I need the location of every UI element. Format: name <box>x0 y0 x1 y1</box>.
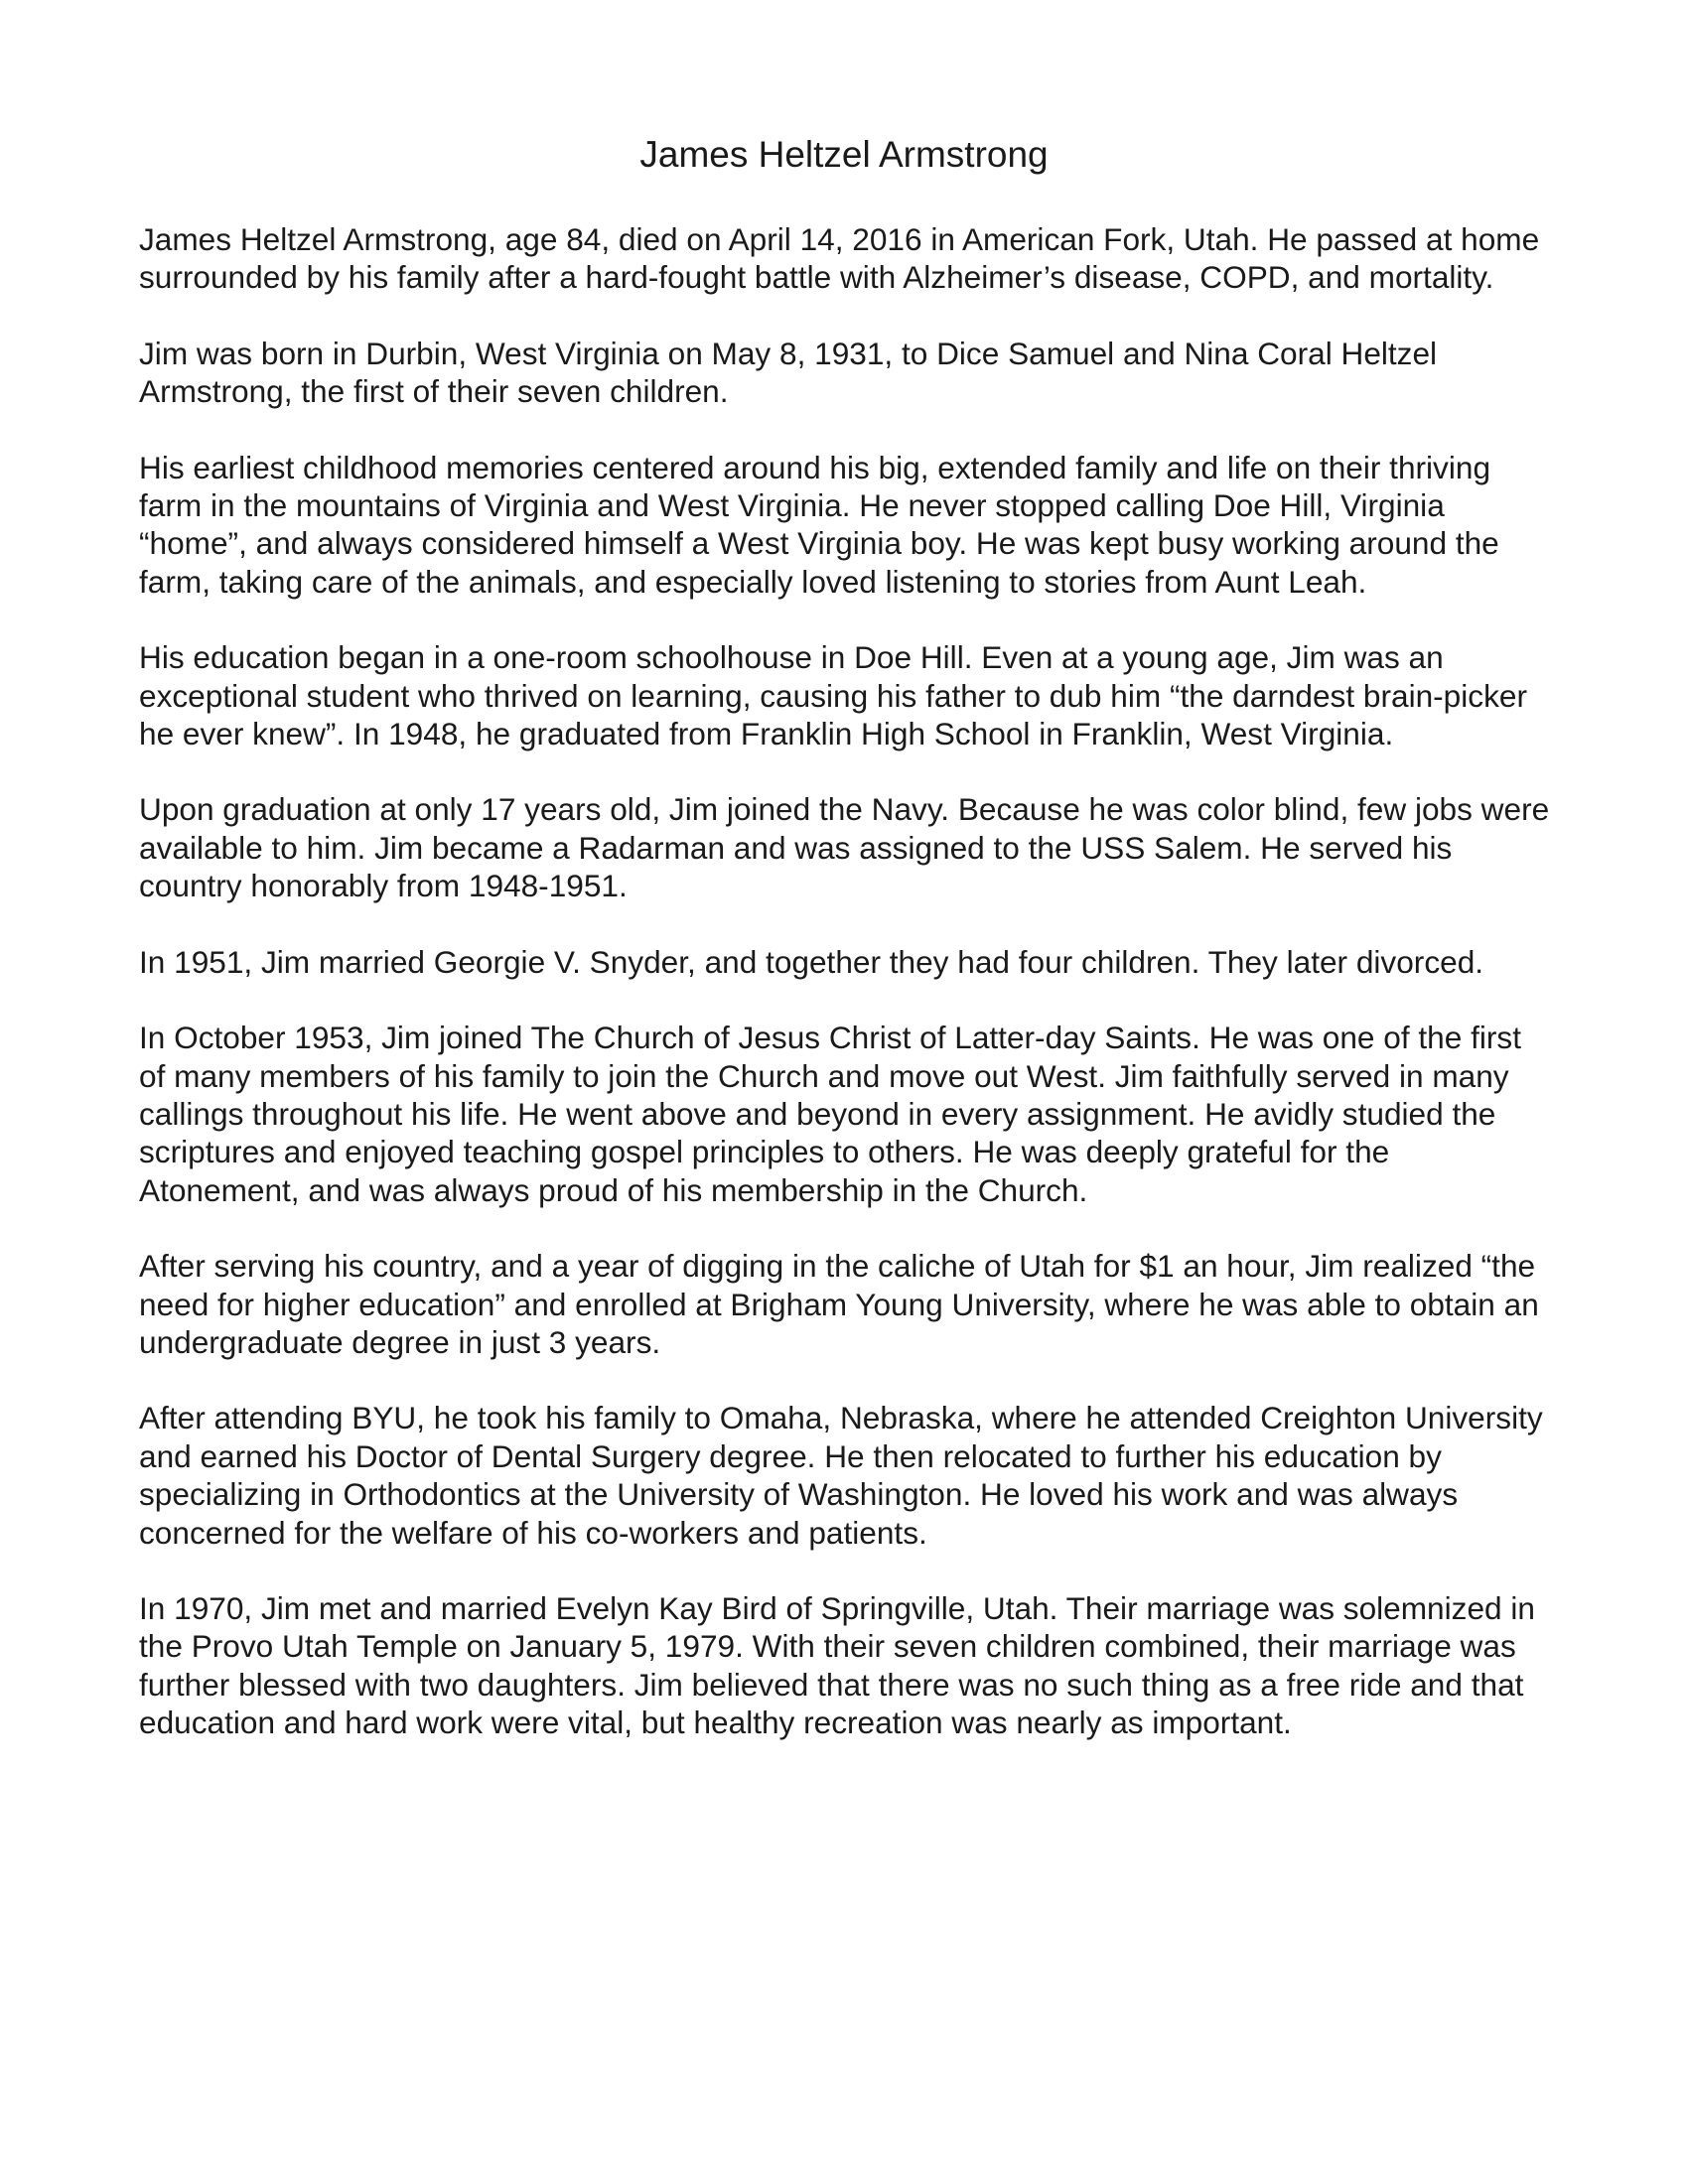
page-title: James Heltzel Armstrong <box>639 134 1049 175</box>
paragraph-birth: Jim was born in Durbin, West Virginia on May 8, 1931, to Dice Samuel and Nina Coral Heltzel Armstrong, the first of their seven children. <box>139 335 1438 410</box>
paragraph-navy: Upon graduation at only 17 years old, Jim joined the Navy. Because he was color blind, few jobs were available to him. Jim became a Radarman and was assigned to the USS Salem. He served his country honorably from 1948-1951. <box>139 791 1550 904</box>
paragraph-death-notice: James Heltzel Armstrong, age 84, died on April 14, 2016 in American Fork, Utah. He passed at home surrounded by his family after a hard-fought battle with Alzheimer’s disease, COPD, and mortality. <box>139 221 1540 296</box>
paragraph-first-marriage: In 1951, Jim married Georgie V. Snyder, and together they had four children. They later divorced. <box>139 943 1484 980</box>
paragraph-second-marriage: In 1970, Jim met and married Evelyn Kay Bird of Springville, Utah. Their marriage was solemnized in the Provo Utah Temple on January 5, 1979. With their seven children combined, their marriage was further blessed with two daughters. Jim believed that there was no such thing as a free ride and that education and hard work were vital, but healthy recreation was nearly as important. <box>139 1589 1535 1741</box>
paragraph-childhood: His earliest childhood memories centered around his big, extended family and life on their thriving farm in the mountains of Virginia and West Virginia. He never stopped calling Doe Hill, Virginia “home”, and always considered himself a West Virginia boy. He was kept busy working around the farm, taking care of the animals, and especially loved listening to stories from Aunt Leah. <box>139 449 1499 600</box>
paragraph-byu: After serving his country, and a year of digging in the caliche of Utah for $1 an hour, Jim realized “the need for higher education” and enrolled at Brigham Young University, where he was able to obtain an undergraduate degree in just 3 years. <box>139 1248 1539 1360</box>
obituary-body <box>139 220 1554 1780</box>
paragraph-career: After attending BYU, he took his family to Omaha, Nebraska, where he attended Creighton University and earned his Doctor of Dental Surgery degree. He then relocated to further his education by specializing in Orthodontics at the University of Washington. He loved his work and was always concerned for the welfare of his co-workers and patients. <box>139 1400 1543 1551</box>
paragraph-church: In October 1953, Jim joined The Church of Jesus Christ of Latter-day Saints. He was one of the first of many members of his family to join the Church and move out West. Jim faithfully served in many callings throughout his life. He went above and beyond in every assignment. He avidly studied the scriptures and enjoyed teaching gospel principles to others. He was deeply grateful for the Atonement, and was always proud of his membership in the Church. <box>139 1020 1521 1208</box>
paragraph-education: His education began in a one-room schoolhouse in Doe Hill. Even at a young age, Jim was an exceptional student who thrived on learning, causing his father to dub him “the darndest brain-picker he ever knew”. In 1948, he graduated from Franklin High School in Franklin, West Virginia. <box>139 639 1527 752</box>
